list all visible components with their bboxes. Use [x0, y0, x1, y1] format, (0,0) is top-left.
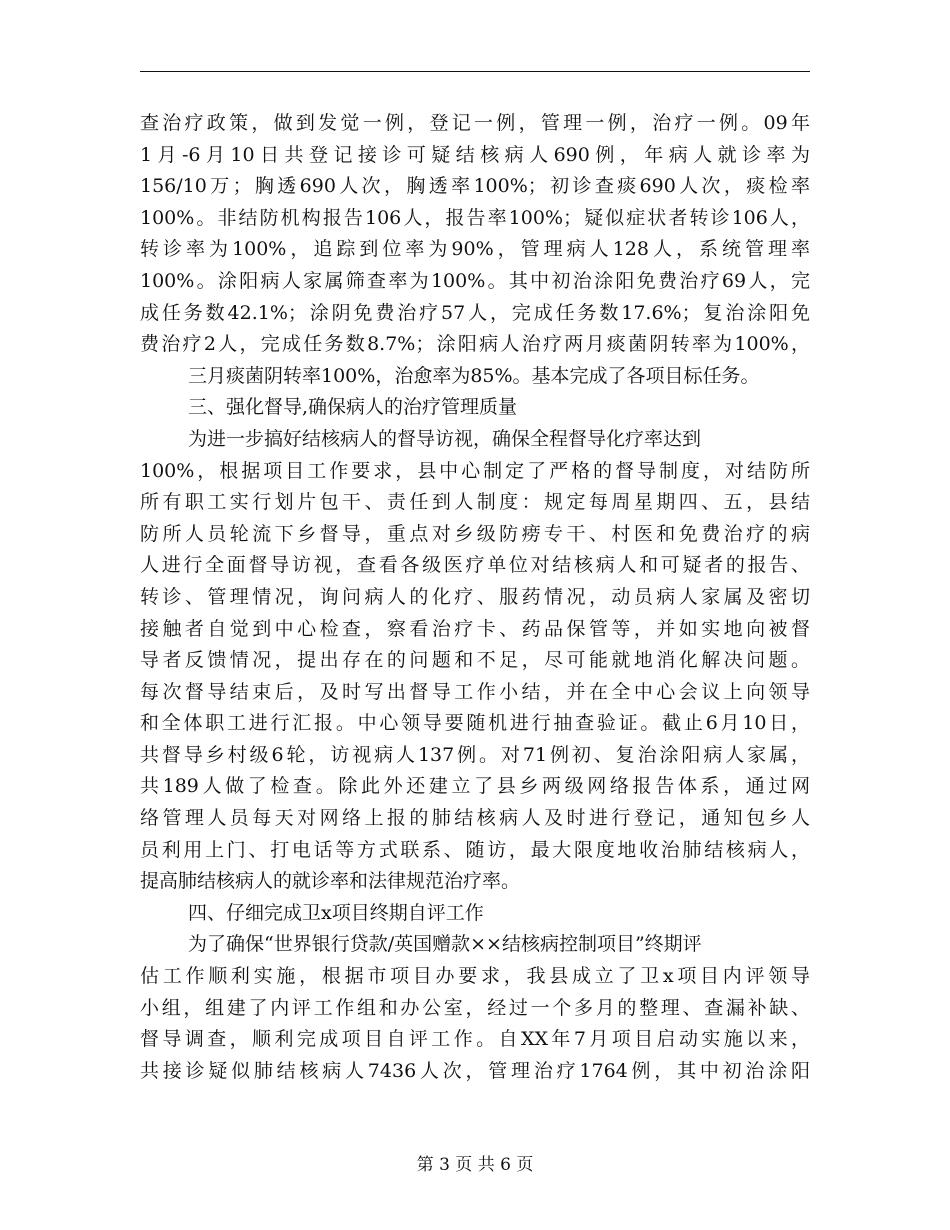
text-line: 三、强化督导,确保病人的治疗管理质量: [188, 396, 518, 419]
text-line: 共接诊疑似肺结核病人7436人次，管理治疗1764例，其中初治涂阳: [140, 1059, 810, 1082]
text-line: 导者反馈情况，提出存在的问题和不足，尽可能就地消化解决问题。: [140, 649, 810, 672]
document-body: [140, 108, 810, 1087]
text-line: 小组，组建了内评工作组和办公室，经过一个多月的整理、查漏补缺、: [140, 996, 810, 1019]
text-line: 每次督导结束后，及时写出督导工作小结，并在全中心会议上向领导: [140, 680, 810, 703]
page-footer: 第 3 页 共 6 页: [416, 1155, 534, 1175]
text-line: 接触者自觉到中心检查，察看治疗卡、药品保管等，并如实地向被督: [140, 617, 810, 640]
text-line: 1月-6月10日共登记接诊可疑结核病人690例，年病人就诊率为: [140, 143, 810, 166]
text-line: 督导调查，顺利完成项目自评工作。自XX年7月项目启动实施以来，: [140, 1028, 810, 1051]
text-line: 员利用上门、打电话等方式联系、随访，最大限度地收治肺结核病人，: [140, 838, 810, 861]
text-line: 提高肺结核病人的就诊率和法律规范治疗率。: [140, 870, 521, 893]
text-line: 共督导乡村级6轮，访视病人137例。对71例初、复治涂阳病人家属，: [140, 743, 810, 766]
text-line: 四、仔细完成卫x项目终期自评工作: [188, 901, 484, 924]
text-line: 络管理人员每天对网络上报的肺结核病人及时进行登记，通知包乡人: [140, 807, 810, 830]
text-line: 转诊率为100%，追踪到位率为90%，管理病人128人，系统管理率: [140, 238, 810, 261]
text-line: 估工作顺利实施，根据市项目办要求，我县成立了卫x项目内评领导: [140, 965, 810, 988]
text-line: 查治疗政策，做到发觉一例，登记一例，管理一例，治疗一例。09年: [140, 112, 810, 134]
text-line: 共189人做了检查。除此外还建立了县乡两级网络报告体系，通过网: [140, 775, 810, 798]
text-line: 三月痰菌阴转率100%，治愈率为85%。基本完成了各项目标任务。: [188, 364, 760, 387]
text-line: 成任务数42.1%；涂阴免费治疗57人，完成任务数17.6%；复治涂阳免: [140, 301, 810, 324]
text-line: 为了确保“世界银行贷款/英国赠款××结核病控制项目”终期评: [188, 933, 702, 956]
text-line: 防所人员轮流下乡督导，重点对乡级防痨专干、村医和免费治疗的病: [140, 522, 810, 545]
text-line: 所有职工实行划片包干、责任到人制度：规定每周星期四、五，县结: [140, 491, 810, 514]
text-line: 100%。非结防机构报告106人，报告率100%；疑似症状者转诊106人，: [140, 206, 810, 229]
text-line: 转诊、管理情况，询问病人的化疗、服药情况，动员病人家属及密切: [140, 585, 810, 608]
header-rule: [140, 71, 810, 72]
text-line: 费治疗2人，完成任务数8.7%；涂阳病人治疗两月痰菌阴转率为100%，: [140, 333, 810, 356]
text-line: 156/10万；胸透690人次，胸透率100%；初诊查痰690人次，痰检率: [140, 175, 810, 198]
text-line: 人进行全面督导访视，查看各级医疗单位对结核病人和可疑者的报告、: [140, 554, 810, 577]
text-line: 和全体职工进行汇报。中心领导要随机进行抽查验证。截止6月10日，: [140, 712, 810, 735]
text-line: 100%。涂阳病人家属筛查率为100%。其中初治涂阳免费治疗69人，完: [140, 269, 810, 292]
text-line: 100%，根据项目工作要求，县中心制定了严格的督导制度，对结防所: [140, 459, 810, 482]
text-line: 为进一步搞好结核病人的督导访视，确保全程督导化疗率达到: [188, 427, 702, 450]
